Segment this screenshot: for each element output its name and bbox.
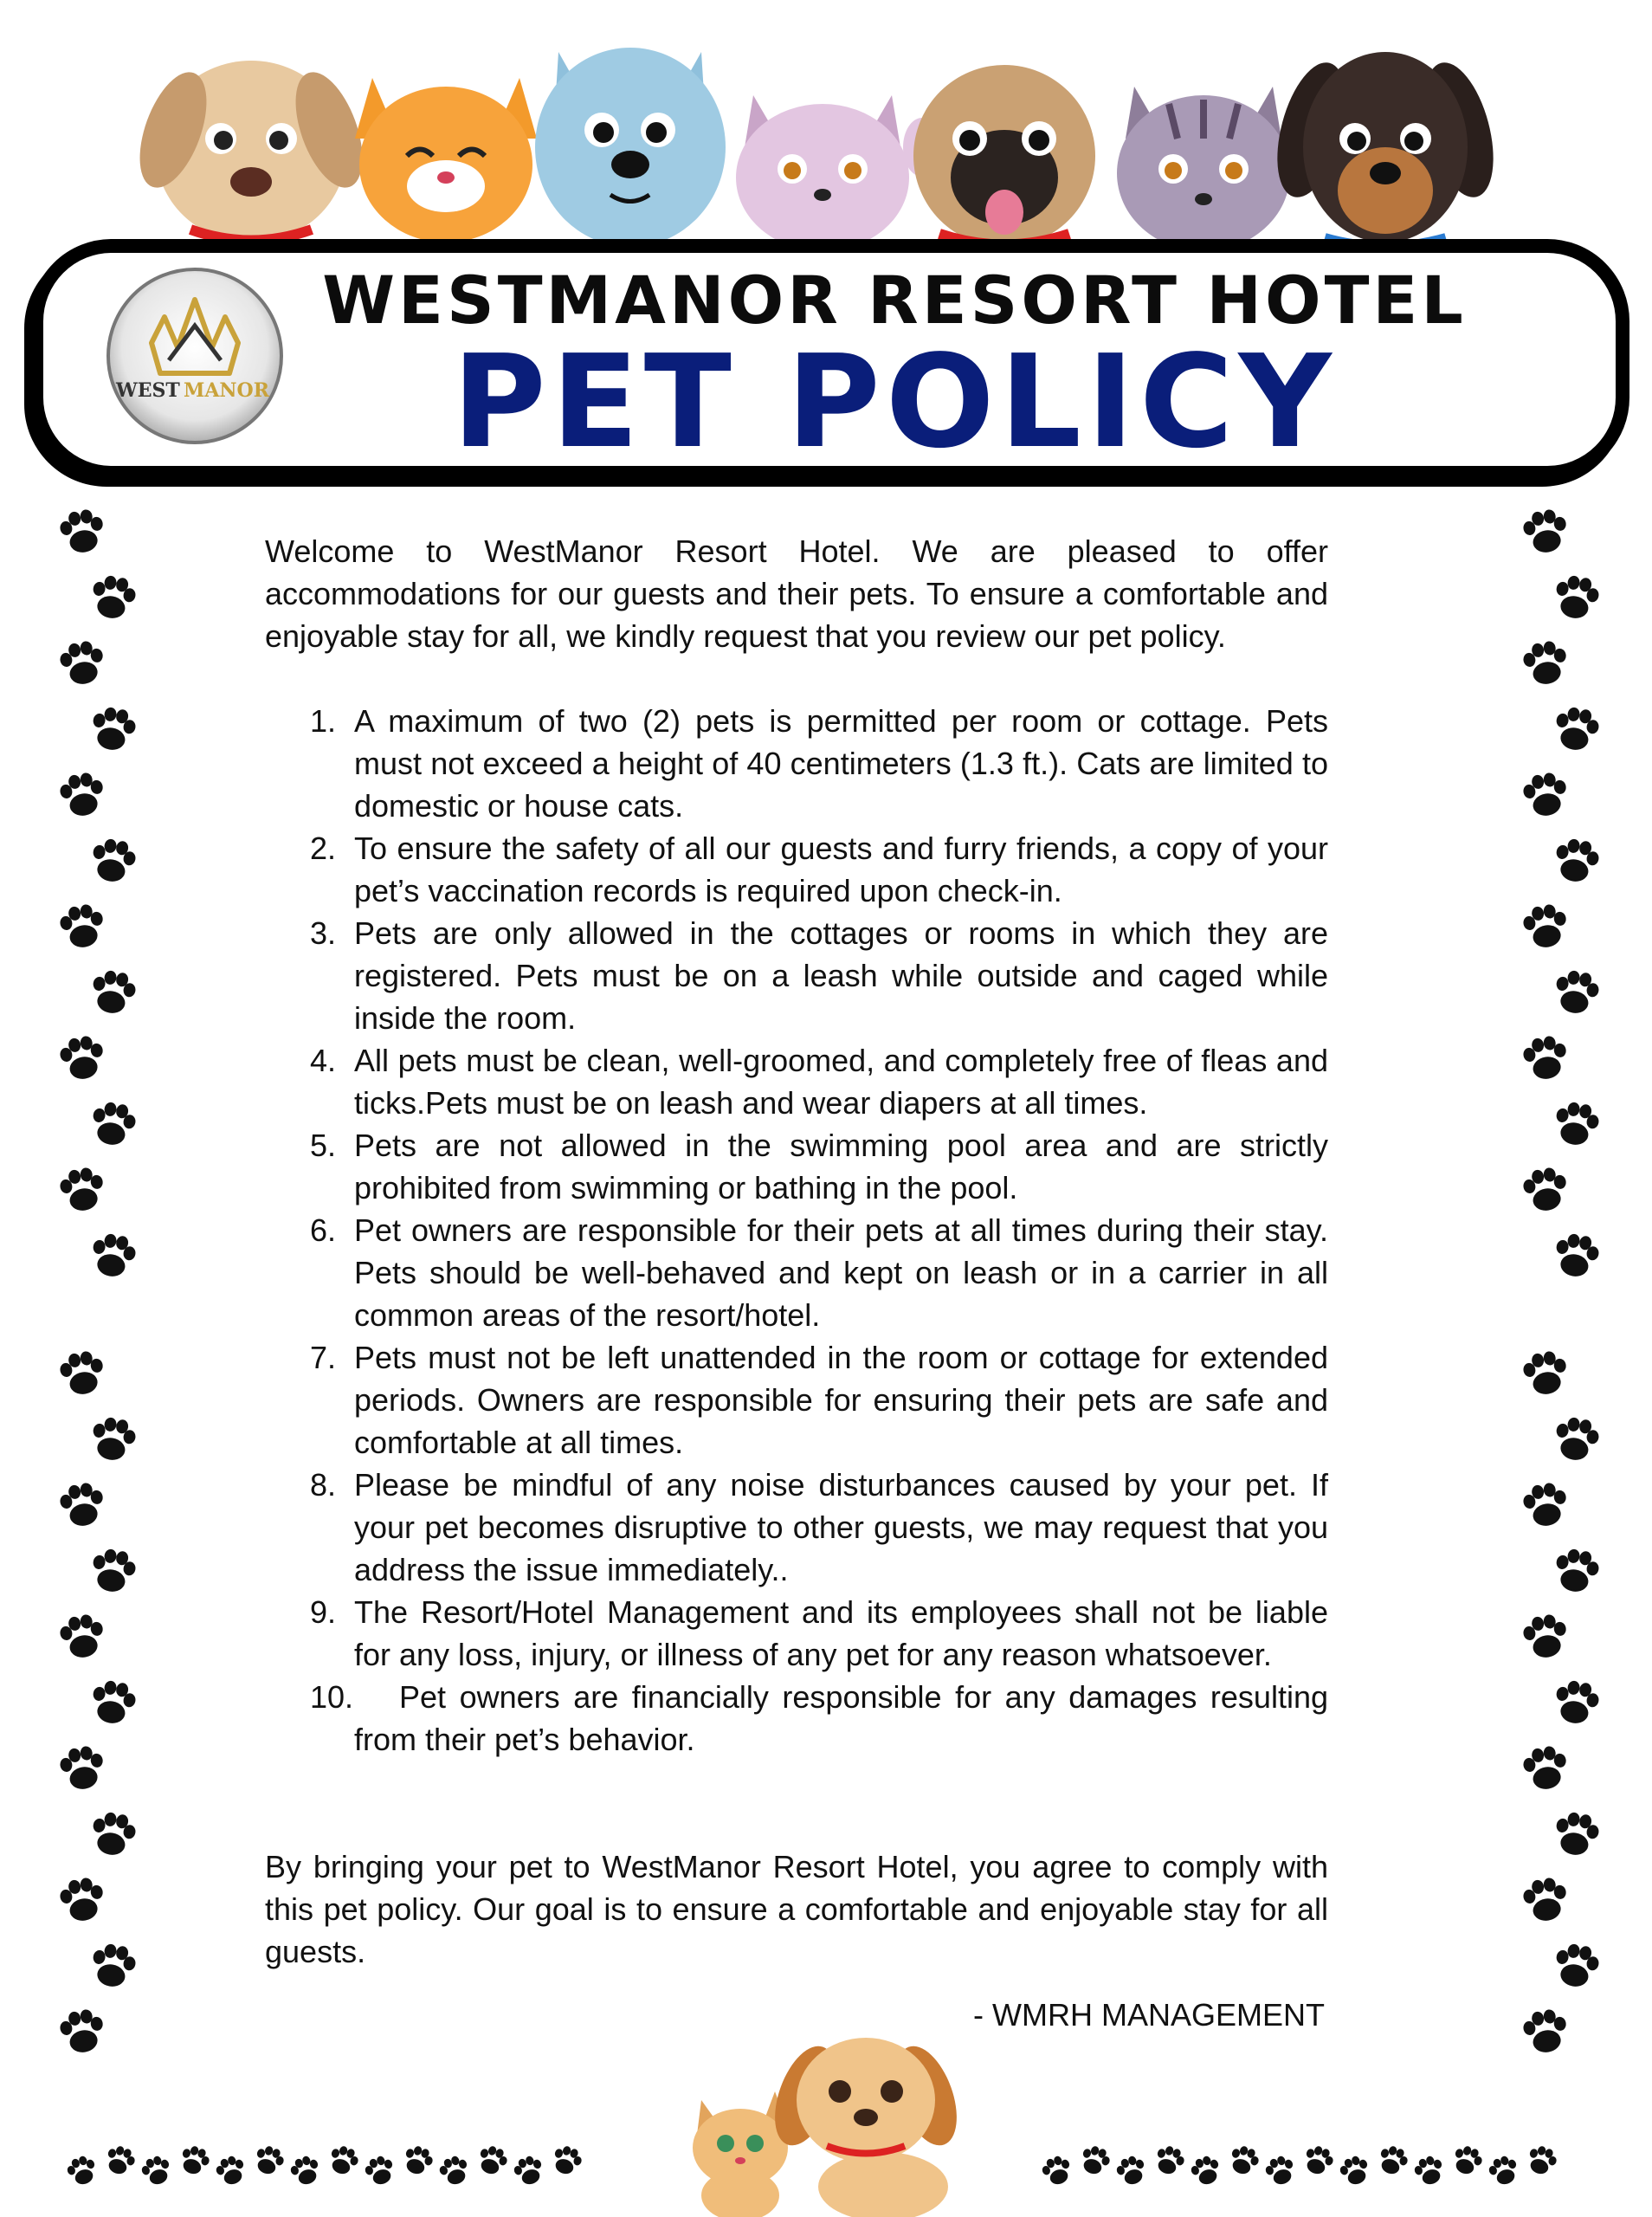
paw-print-icon [1521,1349,1571,1398]
paw-print-icon [1524,2143,1559,2178]
rule-text: Pets are not allowed in the swimming pool area and are strictly prohibited from swimming or bathing in the pool. [354,1128,1328,1205]
paw-print-icon [58,1349,107,1398]
cat-icon [355,78,537,242]
rule-text: All pets must be clean, well-groomed, and completely free of fleas and ticks.Pets must be on leash and wear diapers at all times. [354,1043,1328,1121]
paw-print-icon [1521,1876,1571,1924]
paw-print-icon [1521,771,1571,819]
rules-list [265,700,1328,1761]
rule-number: 10. [310,1679,354,1715]
policy-content [265,530,1328,2036]
paw-border-bottom-left [61,2137,597,2198]
rule-number: 9. [310,1594,337,1630]
paw-print-icon [1486,2153,1521,2188]
paw-border-right [1515,507,1610,2118]
paw-print-icon [1521,1166,1571,1214]
rule-number: 2. [310,831,337,866]
list-item [265,700,1328,827]
paw-border-left [52,507,147,2118]
paw-print-icon [1552,1231,1601,1280]
paw-print-icon [64,2153,100,2188]
paw-print-icon [88,1547,138,1595]
paw-print-icon [1337,2153,1372,2188]
paw-print-icon [1300,2143,1336,2178]
paw-print-icon [474,2143,510,2178]
paw-border-bottom-right [1036,2137,1572,2198]
rule-number: 4. [310,1043,337,1078]
paw-print-icon [1226,2143,1262,2178]
hotel-name: WESTMANOR RESORT HOTEL [322,262,1467,339]
paw-print-icon [58,902,107,951]
signature: - WMRH MANAGEMENT [973,1997,1325,2033]
dog-icon [763,2038,968,2217]
rule-text: Pets are only allowed in the cottages or rooms in which they are registered. Pets must be on a leash while outside and caged while inside the room. [354,915,1328,1036]
paw-print-icon [58,1481,107,1529]
paw-print-icon [1262,2153,1298,2188]
paw-print-icon [177,2143,212,2178]
list-item [265,912,1328,1039]
rule-number: 1. [310,703,337,739]
paw-print-icon [213,2153,248,2188]
list-item [265,1039,1328,1124]
paw-print-icon [1449,2143,1485,2178]
paw-print-icon [58,507,107,556]
paw-print-icon [58,1034,107,1083]
paw-print-icon [88,968,138,1017]
list-item [265,1676,1328,1761]
paw-print-icon [549,2143,584,2178]
paw-print-icon [1077,2143,1113,2178]
rule-number: 7. [310,1340,337,1375]
paw-print-icon [1039,2153,1074,2188]
list-item [265,1336,1328,1464]
paw-print-icon [1521,639,1571,688]
paw-print-icon [88,1942,138,1990]
rule-text: The Resort/Hotel Management and its employees shall not be liable for any loss, injury, or illness of any pet for any reason whatsoever. [354,1594,1328,1672]
pug-icon [913,65,1095,247]
cat-icon [736,95,941,251]
paw-print-icon [1521,1613,1571,1661]
closing-paragraph: By bringing your pet to WestManor Resort Hotel, you agree to comply with this pet policy. Our goal is to ensure a comfortable and enjoyable stay for all guests. [265,1849,1328,1969]
paw-print-icon [362,2153,397,2188]
cat-icon [1117,87,1290,251]
paw-print-icon [326,2143,361,2178]
dachshund-icon [1264,52,1506,247]
paw-print-icon [1552,1415,1601,1464]
rule-number: 6. [310,1212,337,1248]
list-item [265,1124,1328,1209]
paw-print-icon [511,2153,546,2188]
paw-print-icon [88,1231,138,1280]
dog-icon [535,48,726,247]
paw-print-icon [1552,837,1601,885]
paw-print-icon [1552,1942,1601,1990]
rule-text: Please be mindful of any noise disturbances caused by your pet. If your pet becomes disruptive to other guests, we may request that you address the issue immediately.. [354,1467,1328,1587]
paw-print-icon [1521,2007,1571,2056]
paw-print-icon [88,1810,138,1858]
cat-icon [693,2091,788,2217]
paw-print-icon [58,1613,107,1661]
list-item [265,827,1328,912]
paw-print-icon [1152,2143,1187,2178]
rule-text: Pet owners are responsible for their pets at all times during their stay. Pets should be well-behaved and kept on leash or in a carrier in all common areas of the resort/hotel. [354,1212,1328,1333]
dog-icon [126,61,376,242]
paw-print-icon [1552,1810,1601,1858]
paw-print-icon [1552,1100,1601,1148]
paw-print-icon [1188,2153,1223,2188]
rule-text: A maximum of two (2) pets is permitted per room or cottage. Pets must not exceed a height of 40 centimeters (1.3 ft.). Cats are limited to domestic or house cats. [354,703,1328,824]
paw-print-icon [1521,507,1571,556]
paw-print-icon [1552,705,1601,753]
paw-print-icon [1113,2153,1149,2188]
list-item [265,1464,1328,1591]
logo-text-west: WEST [116,379,180,402]
paw-print-icon [400,2143,436,2178]
list-item [265,1591,1328,1676]
header-banner [29,239,1629,480]
paw-print-icon [58,1744,107,1793]
paw-print-icon [58,639,107,688]
paw-print-icon [1552,1547,1601,1595]
paw-print-icon [88,705,138,753]
paw-print-icon [88,1678,138,1727]
paw-print-icon [251,2143,287,2178]
paw-print-icon [436,2153,472,2188]
paw-print-icon [1552,968,1601,1017]
list-item [265,1209,1328,1336]
paw-print-icon [1521,1481,1571,1529]
logo-text-manor: MANOR [184,379,269,402]
paw-print-icon [58,771,107,819]
paw-print-icon [58,1876,107,1924]
rule-text: To ensure the safety of all our guests and furry friends, a copy of your pet’s vaccination records is required upon check-in. [354,831,1328,908]
paw-print-icon [1375,2143,1410,2178]
paw-print-icon [88,837,138,885]
paw-print-icon [88,1415,138,1464]
paw-print-icon [58,2007,107,2056]
paw-print-icon [1552,1678,1601,1727]
cat-and-dog-illustration [675,2018,987,2217]
rule-number: 5. [310,1128,337,1163]
intro-paragraph: Welcome to WestManor Resort Hotel. We are pleased to offer accommodations for our guests and their pets. To ensure a comfortable and enjoyable stay for all, we kindly request that you review our pet policy. [265,533,1328,654]
paw-print-icon [1411,2153,1447,2188]
rule-text: Pets must not be left unattended in the room or cottage for extended periods. Owners are responsible for ensuring their pets are safe and comfortable at all times. [354,1340,1328,1460]
rule-number: 3. [310,915,337,951]
paw-print-icon [88,573,138,622]
page-title: PET POLICY [452,327,1337,476]
paw-print-icon [1552,573,1601,622]
paw-print-icon [1521,1744,1571,1793]
paw-print-icon [139,2153,174,2188]
paw-print-icon [1521,1034,1571,1083]
rule-number: 8. [310,1467,337,1503]
rule-text: Pet owners are financially responsible for any damages resulting from their pet’s behavior. [354,1679,1328,1757]
paw-print-icon [102,2143,138,2178]
paw-print-icon [1521,902,1571,951]
animal-illustrations [0,0,1652,260]
paw-print-icon [88,1100,138,1148]
paw-print-icon [58,1166,107,1214]
paw-print-icon [287,2153,323,2188]
